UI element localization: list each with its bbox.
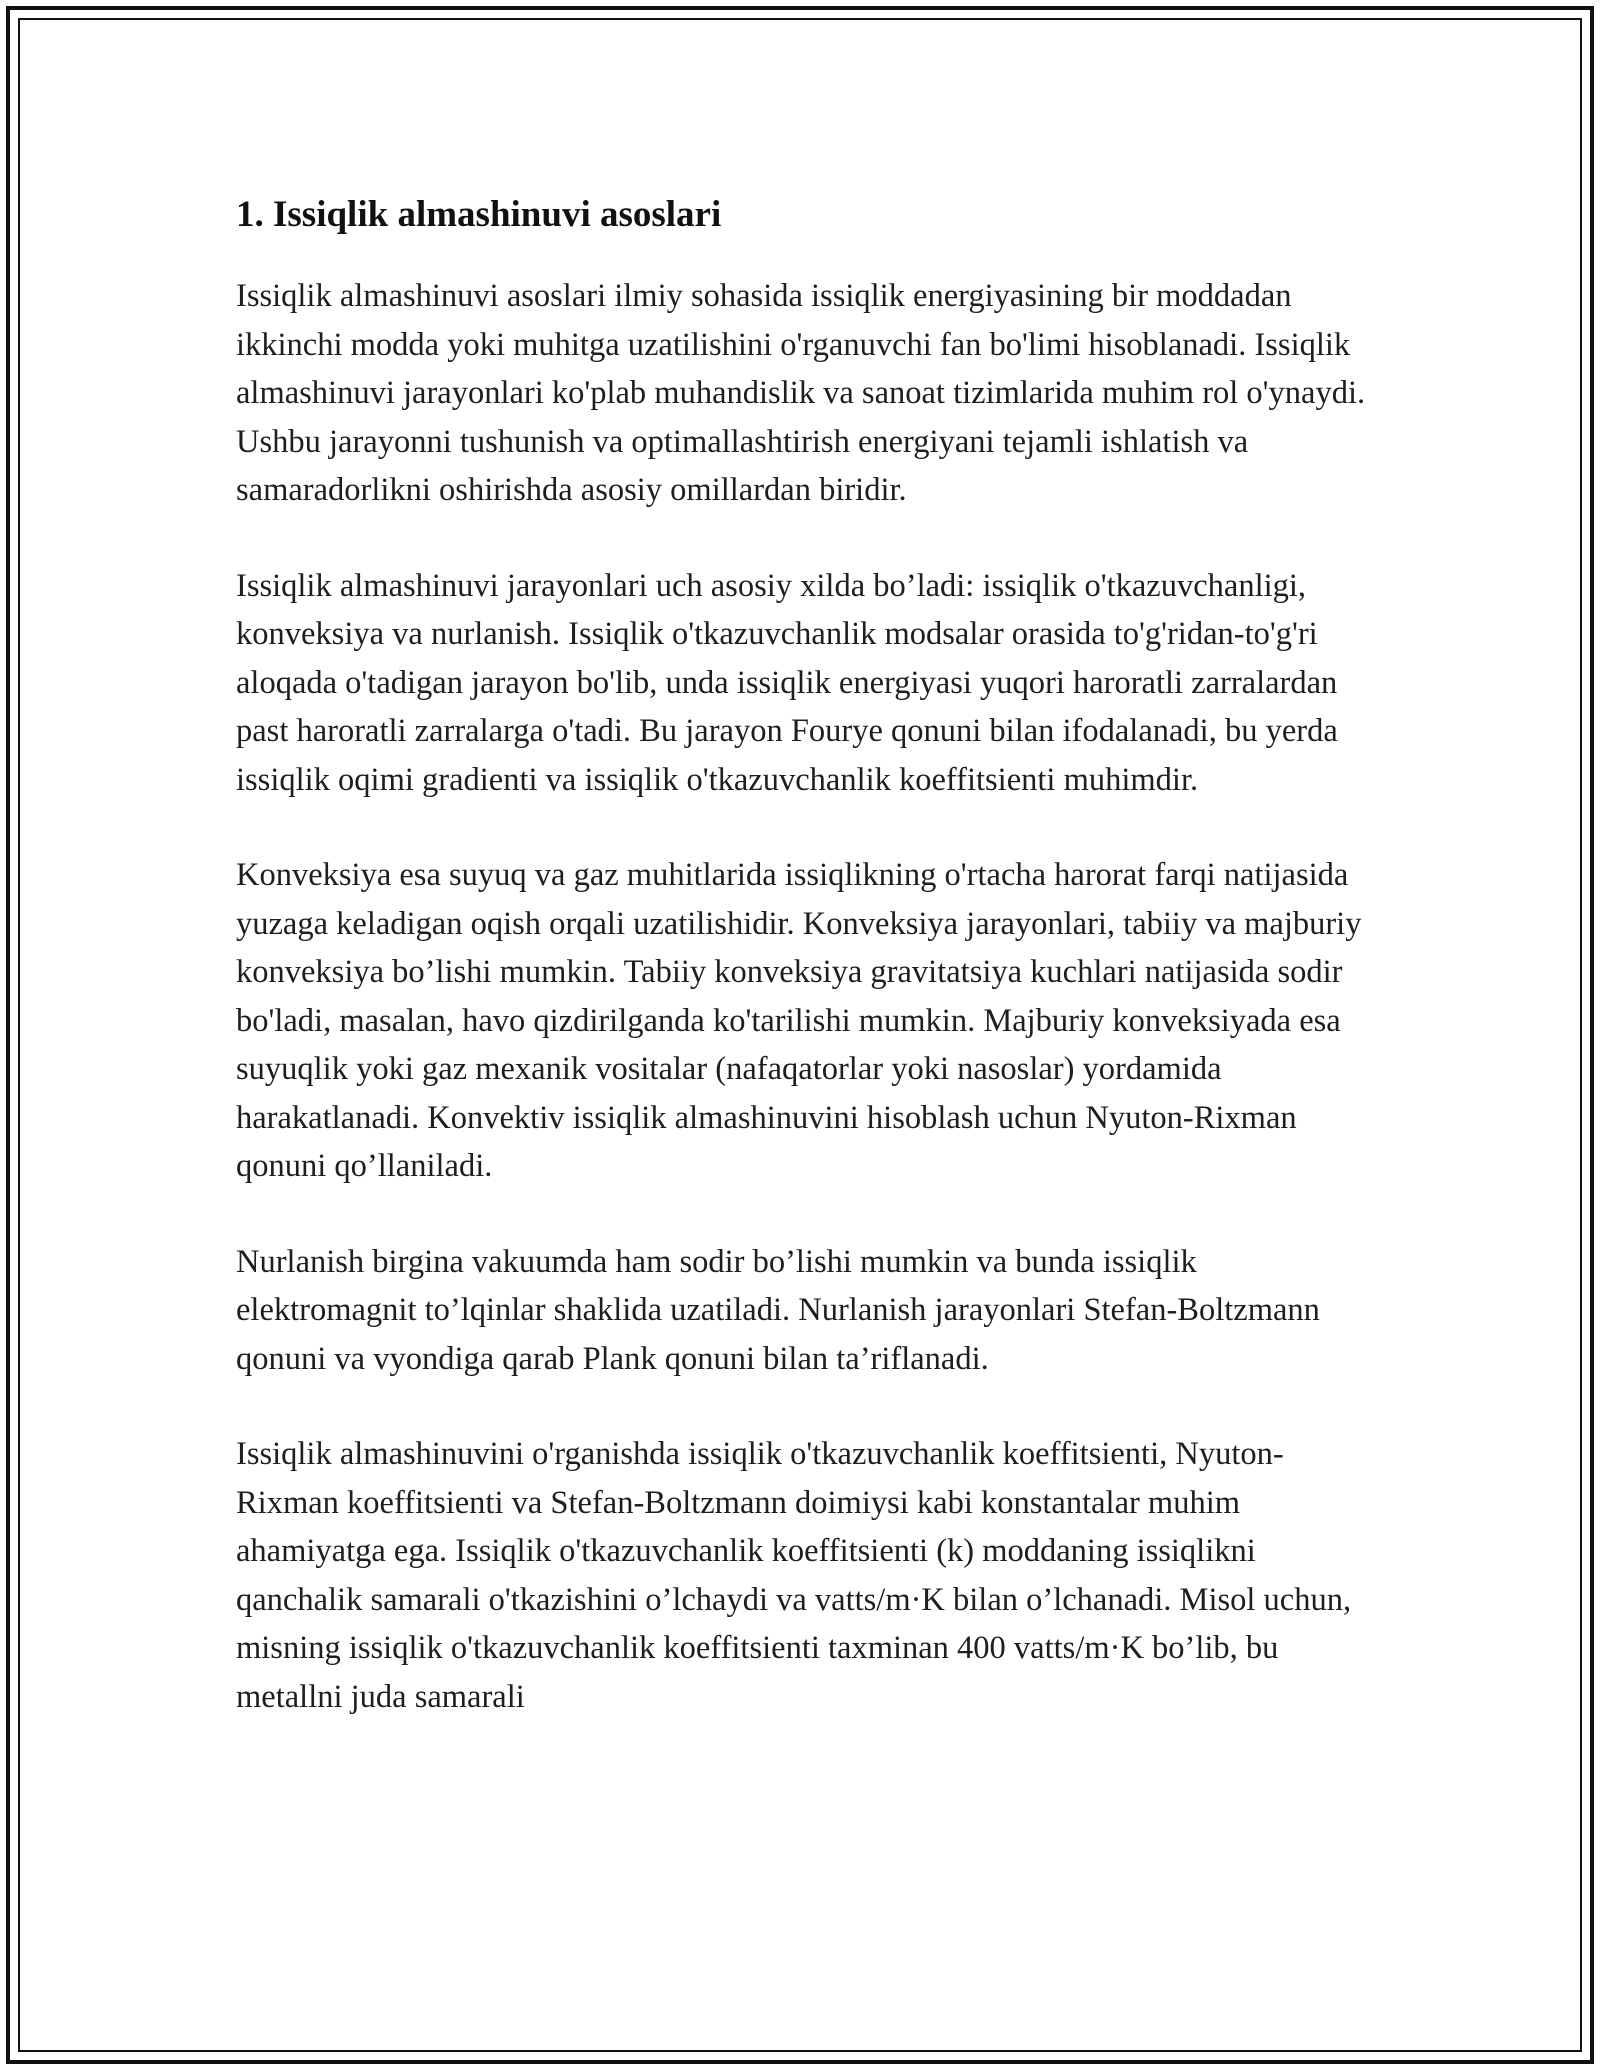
paragraph-heat-transfer-types: Issiqlik almashinuvi jarayonlari uch asosiy xilda bo’ladi: issiqlik o'tkazuvchanligi, konveksiya va nurlanish. Issiqlik o'tkazuvchanlik modsalar orasida to'g'ridan-to'g'ri aloqada o'tadigan jarayon bo'lib, unda issiqlik energiyasi yuqori haroratli zarralardan past haroratli zarralarga o'tadi. Bu jarayon Fourye qonuni bilan ifodalanadi, bu yerda issiqlik oqimi gradienti va issiqlik o'tkazuvchanlik koeffitsienti muhimdir. (236, 567, 1338, 798)
paragraph-intro: Issiqlik almashinuvi asoslari ilmiy sohasida issiqlik energiyasining bir moddadan ikkinchi modda yoki muhitga uzatilishini o'rganuvchi fan bo'limi hisoblanadi. Issiqlik almashinuvi jarayonlari ko'plab muhandislik va sanoat tizimlarida muhim rol o'ynaydi. Ushbu jarayonni tushunish va optimallashtirish energiyani tejamli ishlatish va samaradorlikni oshirishda asosiy omillardan biridir. (236, 278, 1366, 508)
document-body (236, 186, 1371, 1768)
paragraph-coefficients: Issiqlik almashinuvini o'rganishda issiqlik o'tkazuvchanlik koeffitsienti, Nyuton-Rixman koeffitsienti va Stefan-Boltzmann doimiysi kabi konstantalar muhim ahamiyatga ega. Issiqlik o'tkazuvchanlik koeffitsienti (k) moddaning issiqlikni qanchalik samarali o'tkazishini o’lchaydi va vatts/m·K bilan o’lchanadi. Misol uchun, misning issiqlik o'tkazuvchanlik koeffitsienti taxminan 400 vatts/m·K bo’lib, bu metallni juda samarali (236, 1436, 1352, 1715)
paragraph-convection: Konveksiya esa suyuq va gaz muhitlarida issiqlikning o'rtacha harorat farqi natijasida yuzaga keladigan oqish orqali uzatilishidir. Konveksiya jarayonlari, tabiiy va majburiy konveksiya bo’lishi mumkin. Tabiiy konveksiya gravitatsiya kuchlari natijasida sodir bo'ladi, masalan, havo qizdirilganda ko'tarilishi mumkin. Majburiy konveksiyada esa suyuqlik yoki gaz mexanik vositalar (nafaqatorlar yoki nasoslar) yordamida harakatlanadi. Konvektiv issiqlik almashinuvini hisoblash uchun Nyuton-Rixman qonuni qo’llaniladi. (236, 857, 1362, 1184)
section-heading: 1. Issiqlik almashinuvi asoslari (236, 194, 722, 235)
paragraph-radiation: Nurlanish birgina vakuumda ham sodir bo’lishi mumkin va bunda issiqlik elektromagnit to’lqinlar shaklida uzatiladi. Nurlanish jarayonlari Stefan-Boltzmann qonuni va vyondiga qarab Plank qonuni bilan ta’riflanadi. (236, 1243, 1320, 1377)
